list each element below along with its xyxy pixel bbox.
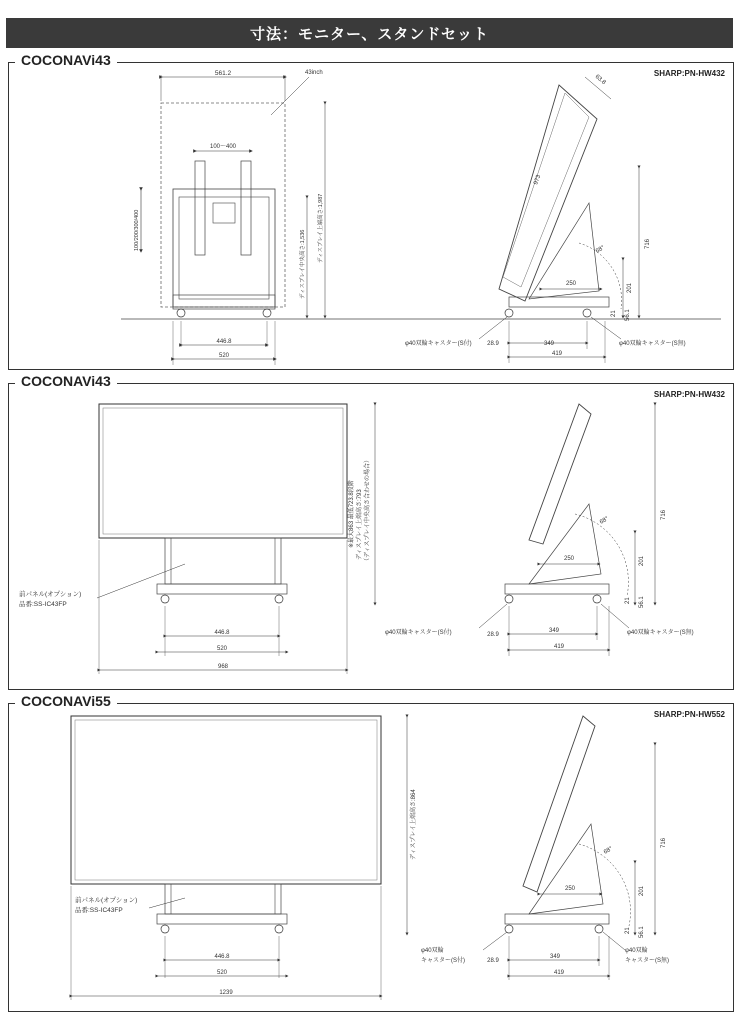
dim-height: 716 bbox=[661, 837, 667, 848]
dim-h21: 21 bbox=[625, 597, 631, 604]
dim-angle: 68° bbox=[603, 845, 614, 856]
dim-total: 419 bbox=[553, 644, 565, 650]
dim-base-width: 520 bbox=[216, 646, 228, 652]
dim-vesa-vertical: 100/200/300/400 bbox=[134, 209, 140, 251]
drawing-coconavi43-standard bbox=[9, 63, 733, 369]
dim-span: 349 bbox=[548, 628, 560, 634]
dim-caster-span: 446.8 bbox=[214, 954, 230, 960]
top-height: ディスプレイ上端高さ:864 bbox=[411, 789, 417, 860]
dim-span: 349 bbox=[543, 341, 555, 347]
dim-total-width: 1239 bbox=[219, 990, 233, 996]
dim-h56: 56.1 bbox=[639, 596, 645, 608]
section-title: COCONAVi43 bbox=[15, 373, 117, 389]
top-height-2: （ディスプレイ中央高さ合わせの場合） bbox=[365, 457, 371, 564]
dim-shelf-height: 201 bbox=[639, 555, 645, 566]
dim-shelf-height: 201 bbox=[627, 282, 633, 293]
dim-total: 419 bbox=[551, 351, 563, 357]
drawing-coconavi43-low bbox=[9, 384, 733, 689]
dim-vesa: 100～400 bbox=[209, 144, 237, 150]
dim-top-height: ディスプレイ上端高さ:1,987 bbox=[318, 193, 324, 263]
dim-screen-size: 43inch bbox=[305, 70, 323, 76]
dim-angle: 68° bbox=[599, 515, 610, 526]
front-panel-part: 品番:SS-IC43FP bbox=[19, 601, 67, 608]
dim-base-width: 520 bbox=[218, 353, 230, 359]
caster-left-label-1: φ40双輪 bbox=[421, 948, 444, 954]
front-panel-label: 前パネル(オプション) bbox=[19, 591, 82, 598]
dim-diagonal: 973 bbox=[533, 174, 543, 186]
dim-span: 349 bbox=[549, 954, 561, 960]
dim-base-width: 520 bbox=[216, 970, 228, 976]
drawing-coconavi55 bbox=[9, 704, 733, 1011]
caster-left-label: φ40双輪キャスター(S付) bbox=[405, 341, 472, 347]
page-header bbox=[6, 18, 733, 48]
front-panel-part: 品番:SS-IC43FP bbox=[75, 907, 123, 914]
section-title: COCONAVi43 bbox=[15, 52, 117, 68]
dim-center-height: ディスプレイ中央高さ:1,536 bbox=[300, 229, 306, 299]
dim-caster-span: 446.8 bbox=[214, 630, 230, 636]
side-monitor bbox=[529, 404, 591, 544]
caster-right-label-1: φ40双輪 bbox=[625, 948, 648, 954]
page-title: 寸法：モニター、スタンドセット bbox=[250, 25, 489, 43]
dim-h21: 21 bbox=[625, 927, 631, 934]
dim-shelf-height: 201 bbox=[639, 885, 645, 896]
caster-right-label: φ40双輪キャスター(S無) bbox=[619, 341, 686, 347]
dim-left-offset: 28.9 bbox=[487, 632, 499, 638]
section-title: COCONAVi55 bbox=[15, 693, 117, 709]
monitor-outline-dashed bbox=[161, 103, 285, 307]
dim-height: 716 bbox=[661, 509, 667, 520]
caster-left-label: φ40双輪キャスター(S付) bbox=[385, 630, 452, 636]
caster-right-label: φ40双輪キャスター(S無) bbox=[627, 630, 694, 636]
section-coconavi43-standard bbox=[8, 52, 734, 370]
dim-total: 419 bbox=[553, 970, 565, 976]
monitor-front bbox=[99, 404, 347, 538]
dim-depth-top: 63.8 bbox=[593, 73, 607, 87]
model-number: SHARP:PN-HW552 bbox=[653, 710, 725, 719]
dim-left-offset: 28.9 bbox=[487, 958, 499, 964]
dim-h56: 56.1 bbox=[639, 926, 645, 938]
dim-shelf: 250 bbox=[564, 886, 576, 892]
dim-total-width: 968 bbox=[217, 664, 229, 670]
dim-caster-span: 446.8 bbox=[216, 339, 232, 345]
model-number: SHARP:PN-HW432 bbox=[653, 69, 725, 78]
model-number: SHARP:PN-HW432 bbox=[653, 390, 725, 399]
caster-right-label-2: キャスター(S無) bbox=[625, 958, 669, 964]
top-height-1: ディスプレイ上端高さ:793 bbox=[357, 489, 363, 560]
section-coconavi55 bbox=[8, 693, 734, 1012]
dim-left-offset: 28.9 bbox=[487, 341, 499, 347]
dim-shelf: 250 bbox=[563, 556, 575, 562]
monitor-front bbox=[71, 716, 381, 884]
top-height-3: ※最大863 最低723.8段階 bbox=[349, 480, 355, 548]
caster-left-label-2: キャスター(S付) bbox=[421, 958, 465, 964]
dim-h56: 56.1 bbox=[625, 309, 631, 321]
dim-shelf: 250 bbox=[565, 281, 577, 287]
side-monitor bbox=[523, 716, 595, 892]
front-panel-label: 前パネル(オプション) bbox=[75, 897, 138, 904]
dim-height: 716 bbox=[645, 238, 651, 249]
dim-angle: 68° bbox=[595, 244, 606, 255]
dim-width-top: 561.2 bbox=[214, 70, 232, 77]
section-coconavi43-low bbox=[8, 373, 734, 690]
dim-h21: 21 bbox=[611, 310, 617, 317]
